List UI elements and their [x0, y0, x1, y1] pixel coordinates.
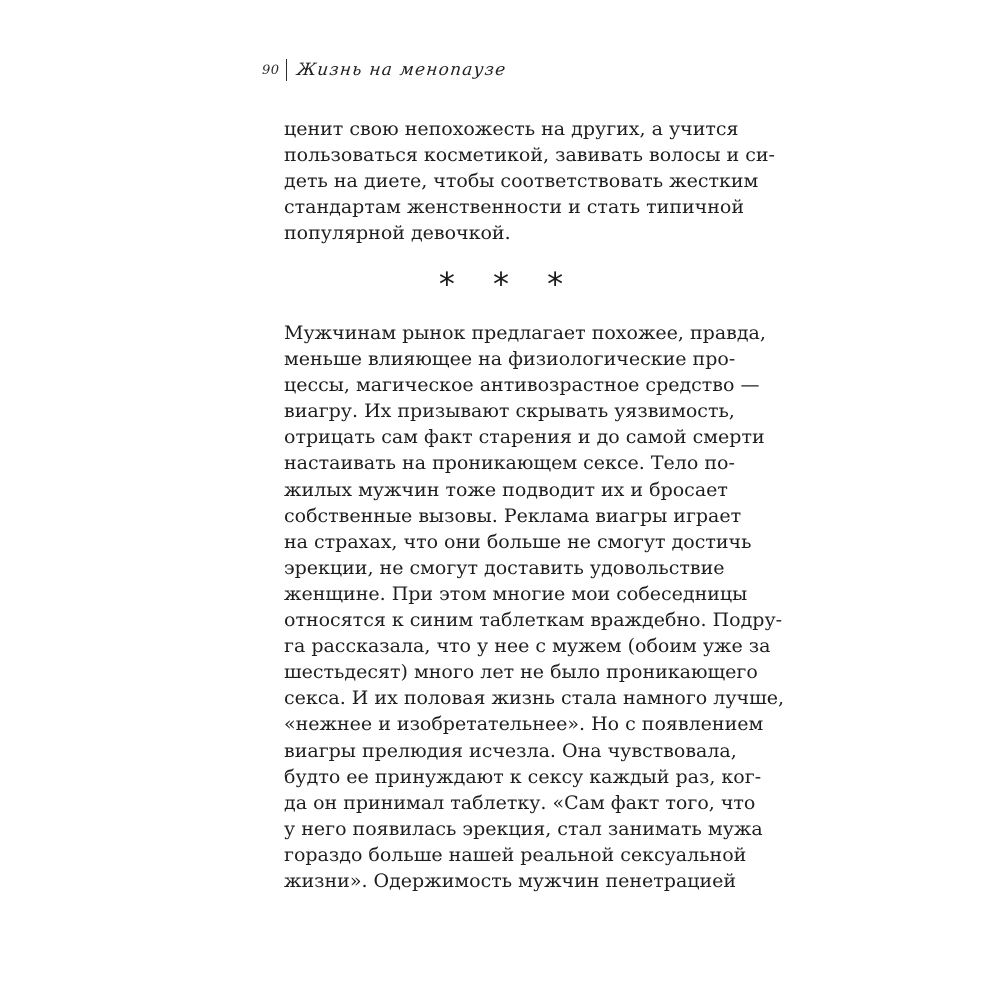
text-line: эрекции, не смогут доставить удовольствие [284, 556, 725, 579]
text-line: собственные вызовы. Реклама виагры играет [284, 504, 742, 527]
text-line: меньше влияющее на физиологические про- [284, 348, 736, 371]
page-number: 90 [262, 62, 280, 78]
running-head [262, 56, 506, 84]
text-line: относятся к синим таблеткам враждебно. Подру- [284, 609, 783, 632]
text-line: стандартам женственности и стать типичной [284, 196, 744, 219]
text-line: будто ее принуждают к сексу каждый раз, ког- [284, 765, 762, 788]
text-line: популярной девочкой. [284, 222, 511, 245]
text-line: отрицать сам факт старения и до самой смерти [284, 426, 765, 449]
text-line: виагру. Их призывают скрывать уязвимость, [284, 400, 735, 423]
section-separator: * * * [438, 265, 578, 303]
text-line: женщине. При этом многие мои собеседницы [284, 582, 748, 605]
text-line: деть на диете, чтобы соответствовать жестким [284, 170, 759, 193]
text-line: на страхах, что они больше не смогут достичь [284, 530, 752, 553]
text-line: секса. И их половая жизнь стала намного лучше, [284, 687, 785, 710]
header-divider [286, 59, 288, 81]
paragraph-1 [284, 116, 775, 246]
text-line: Мужчинам рынок предлагает похожее, правда, [284, 322, 766, 344]
text-line: жилых мужчин тоже подводит их и бросает [284, 478, 728, 501]
book-title: Жизнь на менопаузе [295, 60, 508, 80]
text-line: пользоваться косметикой, завивать волосы и си- [284, 144, 775, 167]
text-line: виагры прелюдия исчезла. Она чувствовала, [284, 739, 737, 762]
text-line: гораздо больше нашей реальной сексуальной [284, 843, 747, 866]
text-line: шестьдесят) много лет не было проникающего [284, 661, 758, 684]
paragraph-2 [284, 320, 785, 894]
text-line: ценит свою непохожесть на других, а учится [284, 118, 739, 140]
text-line: настаивать на проникающем сексе. Тело по- [284, 452, 735, 475]
text-line: жизни». Одержимость мужчин пенетрацией [284, 869, 737, 892]
text-line: га рассказала, что у нее с мужем (обоим уже за [284, 635, 771, 658]
text-line: у него появилась эрекция, стал занимать мужа [284, 817, 763, 840]
text-line: «нежнее и изобретательнее». Но с появлением [284, 713, 764, 736]
text-line: да он принимал таблетку. «Сам факт того, что [284, 791, 756, 814]
text-line: цессы, магическое антивозрастное средство — [284, 374, 760, 397]
